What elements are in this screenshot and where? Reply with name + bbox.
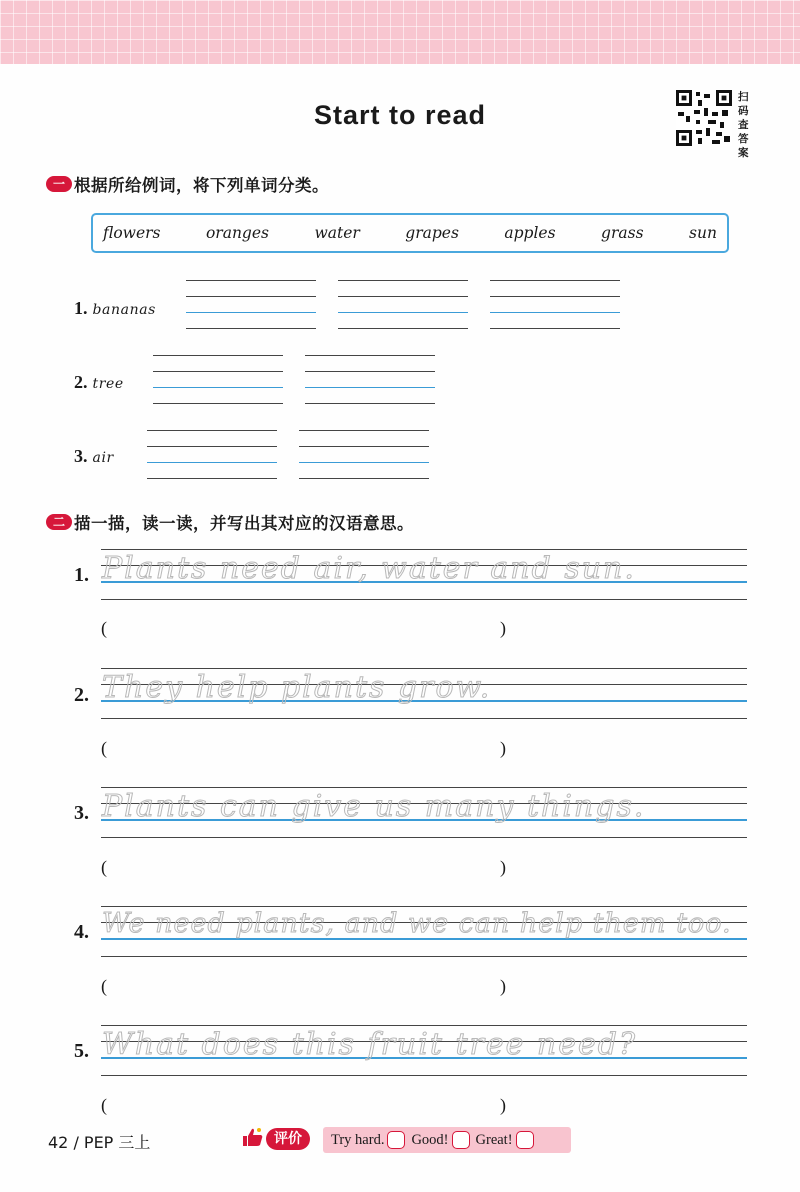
page-number: 42 / PEP 三上 [48,1133,151,1152]
qr-code-icon [676,90,732,146]
answer-lines[interactable] [186,280,316,328]
word-bank-item: flowers [103,224,161,242]
option-great-checkbox[interactable] [516,1131,534,1149]
option-try-hard-label: Try hard. [331,1131,385,1148]
close-paren: ) [500,976,506,996]
exercise-number: 1. [74,564,89,586]
section-badge: 一 [46,176,72,192]
option-good-checkbox[interactable] [452,1131,470,1149]
answer-lines[interactable] [338,280,468,328]
answer-lines[interactable] [299,430,429,478]
exercise-number: 4. [74,921,89,943]
section-1-heading [46,172,329,196]
exercise-number: 3. [74,802,89,824]
word-bank-item: grass [601,224,644,242]
evaluation-options [323,1127,571,1153]
tracing-sentence: Plants can give us many things. [102,789,646,824]
category-item-2: 2. tree [74,372,124,392]
close-paren: ) [500,1095,506,1115]
answer-lines[interactable] [153,355,283,403]
exercise-number: 2. [74,684,89,706]
tracing-sentence: Plants need air, water and sun. [102,551,636,586]
category-item-1: 1. bananas [74,298,156,318]
header-band [0,0,800,64]
word-bank-item: water [314,224,360,242]
word-bank-item: oranges [205,224,269,242]
answer-lines[interactable] [305,355,435,403]
thumbs-up-icon [242,1126,264,1148]
page-title: Start to read [313,100,487,130]
tracing-sentence: We need plants, and we can help them too. [102,908,732,939]
section-instruction: 描一描，读一读，并写出其对应的汉语意思。 [74,514,414,533]
option-try-hard-checkbox[interactable] [387,1131,405,1149]
exercise-number: 5. [74,1040,89,1062]
open-paren: ( [101,618,107,638]
open-paren: ( [101,976,107,996]
evaluation-label: 评价 [266,1128,310,1150]
section-instruction: 根据所给例词，将下列单词分类。 [74,176,329,195]
section-badge: 二 [46,514,72,530]
word-bank-item: grapes [405,224,459,242]
answer-lines[interactable] [490,280,620,328]
category-item-3: 3. air [74,446,114,466]
option-good-label: Good! [411,1131,449,1148]
open-paren: ( [101,738,107,758]
option-great-label: Great! [475,1131,513,1148]
tracing-sentence: What does this fruit tree need? [102,1027,637,1062]
section-2-heading [46,510,414,534]
qr-label: 扫 码 查 答 案 [738,91,749,159]
word-bank-item: apples [504,224,556,242]
tracing-sentence: They help plants grow. [102,670,492,705]
close-paren: ) [500,618,506,638]
close-paren: ) [500,857,506,877]
open-paren: ( [101,1095,107,1115]
close-paren: ) [500,738,506,758]
word-bank [91,213,729,253]
word-bank-item: sun [689,224,717,242]
open-paren: ( [101,857,107,877]
answer-lines[interactable] [147,430,277,478]
